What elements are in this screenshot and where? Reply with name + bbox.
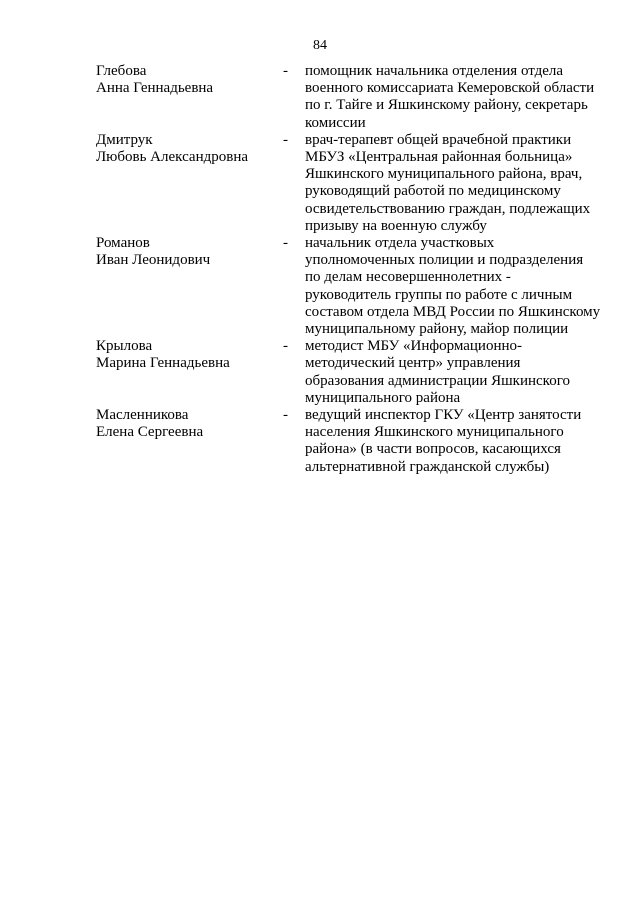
member-name	[96, 338, 276, 372]
member-surname: Крылова	[96, 338, 153, 355]
member-dash: -	[283, 131, 288, 148]
member-entry	[96, 63, 616, 132]
member-role: ведущий инспектор ГКУ «Центр занятости населения Яшкинского муниципального района» (в части вопросов, касающихся альтернативной гражданской службы)	[305, 407, 582, 475]
member-role: врач-терапевт общей врачебной практики МБУЗ «Центральная районная больница» Яшкинского муниципального района, врач, руководящий работой по медицинскому освидетельствованию граждан, подлежащих призыву на военную службу	[305, 131, 591, 234]
member-surname: Глебова	[96, 63, 147, 79]
member-name	[96, 63, 276, 97]
commission-members-list	[96, 63, 616, 476]
member-name	[96, 407, 276, 441]
member-name	[96, 235, 276, 269]
member-surname: Романов	[96, 235, 150, 252]
member-surname: Масленникова	[96, 407, 189, 424]
member-dash: -	[283, 235, 288, 252]
member-given-names: Любовь Александровна	[96, 149, 248, 166]
member-dash: -	[283, 407, 288, 424]
member-role: начальник отдела участковых уполномоченных полиции и подразделения по делам несовершеннолетних - руководитель группы по работе с личным составом отдела МВД России по Яшкинскому муниципальному району, майор полиции	[305, 235, 601, 338]
member-given-names: Анна Геннадьевна	[96, 80, 214, 97]
member-role: помощник начальника отделения отдела военного комиссариата Кемеровской области по г. Тайге и Яшкинскому району, секретарь комиссии	[305, 63, 595, 131]
member-name	[96, 132, 276, 166]
member-entry	[96, 407, 616, 476]
member-surname: Дмитрук	[96, 131, 153, 148]
member-given-names: Марина Геннадьевна	[96, 355, 230, 372]
member-entry	[96, 338, 616, 407]
member-given-names: Иван Леонидович	[96, 252, 211, 269]
page-number: 84	[313, 38, 327, 53]
member-dash: -	[283, 63, 288, 79]
member-role: методист МБУ «Информационно- методический центр» управления образования администрации Яшкинского муниципального района	[305, 338, 570, 406]
member-given-names: Елена Сергеевна	[96, 424, 204, 441]
member-dash: -	[283, 338, 288, 355]
member-entry	[96, 132, 616, 235]
member-entry	[96, 235, 616, 338]
